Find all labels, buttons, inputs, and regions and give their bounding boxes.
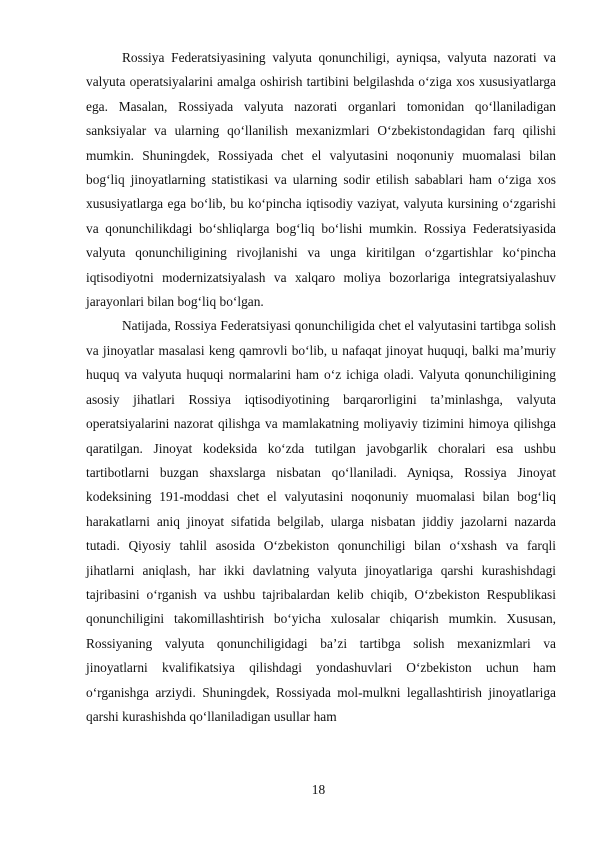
paragraph-1: Rossiya Federatsiyasining valyuta qonunchiligi, ayniqsa, valyuta nazorati va valyuta operatsiyalarini amalga oshirish tartibini belgilashda o‘ziga xos xususiyatlarga ega. Masalan, Rossiyada valyuta nazorati organlari tomonidan qo‘llaniladigan sanksiyalar va ularning qo‘llanilish mexanizmlari O‘zbekistondagidan farq qilishi mumkin. Shuningdek, Rossiyada chet el valyutasini noqonuniy muomalasi bilan bog‘liq jinoyatlarning statistikasi va ularning sodir etilish sabablari ham o‘ziga xos xususiyatlarga ega bo‘lib, bu ko‘pincha iqtisodiy vaziyat, valyuta kursining o‘zgarishi va qonunchilikdagi bo‘shliqlarga bog‘liq bo‘lishi mumkin. Rossiya Federatsiyasida valyuta qonunchiligining rivojlanishi va unga kiritilgan o‘zgartishlar ko‘pincha iqtisodiyotni modernizatsiyalash va xalqaro moliya bozorlariga integratsiyalashuv jarayonlari bilan bog‘liq bo‘lgan. <box>86 50 556 310</box>
page-number: 18 <box>311 782 326 797</box>
body-text <box>86 46 556 729</box>
paragraph-2: Natijada, Rossiya Federatsiyasi qonunchiligida chet el valyutasini tartibga solish va jinoyatlar masalasi keng qamrovli bo‘lib, u nafaqat jinoyat huquqi, balki ma’muriy huquq va valyuta huquqi normalarini ham o‘z ichiga oladi. Valyuta qonunchiligining asosiy jihatlari Rossiya iqtisodiyotining barqarorligini ta’minlashga, valyuta operatsiyalarini nazorat qilishga va mamlakatning moliyaviy tizimini himoya qilishga qaratilgan. Jinoyat kodeksida ko‘zda tutilgan javobgarlik choralari esa ushbu tartibotlarni buzgan shaxslarga nisbatan qo‘llaniladi. Ayniqsa, Rossiya Jinoyat kodeksining 191-moddasi chet el valyutasini noqonuniy muomalasi bilan bog‘liq harakatlarni aniq jinoyat sifatida belgilab, ularga nisbatan jiddiy jazolarni nazarda tutadi. Qiyosiy tahlil asosida O‘zbekiston qonunchiligi bilan o‘xshash va farqli jihatlarni aniqlash, har ikki davlatning valyuta jinoyatlariga qarshi kurashishdagi tajribasini o‘rganish va ushbu tajribalardan kelib chiqib, O‘zbekiston Respublikasi qonunchiligini takomillashtirish bo‘yicha xulosalar chiqarish mumkin. Xususan, Rossiyaning valyuta qonunchiligidagi ba’zi tartibga solish mexanizmlari va jinoyatlarni kvalifikatsiya qilishdagi yondashuvlari O‘zbekiston uchun ham o‘rganishga arziydi. Shuningdek, Rossiyada mol-mulkni legallashtirish jinoyatlariga qarshi kurashishda qo‘llaniladigan usullar ham <box>86 318 556 724</box>
